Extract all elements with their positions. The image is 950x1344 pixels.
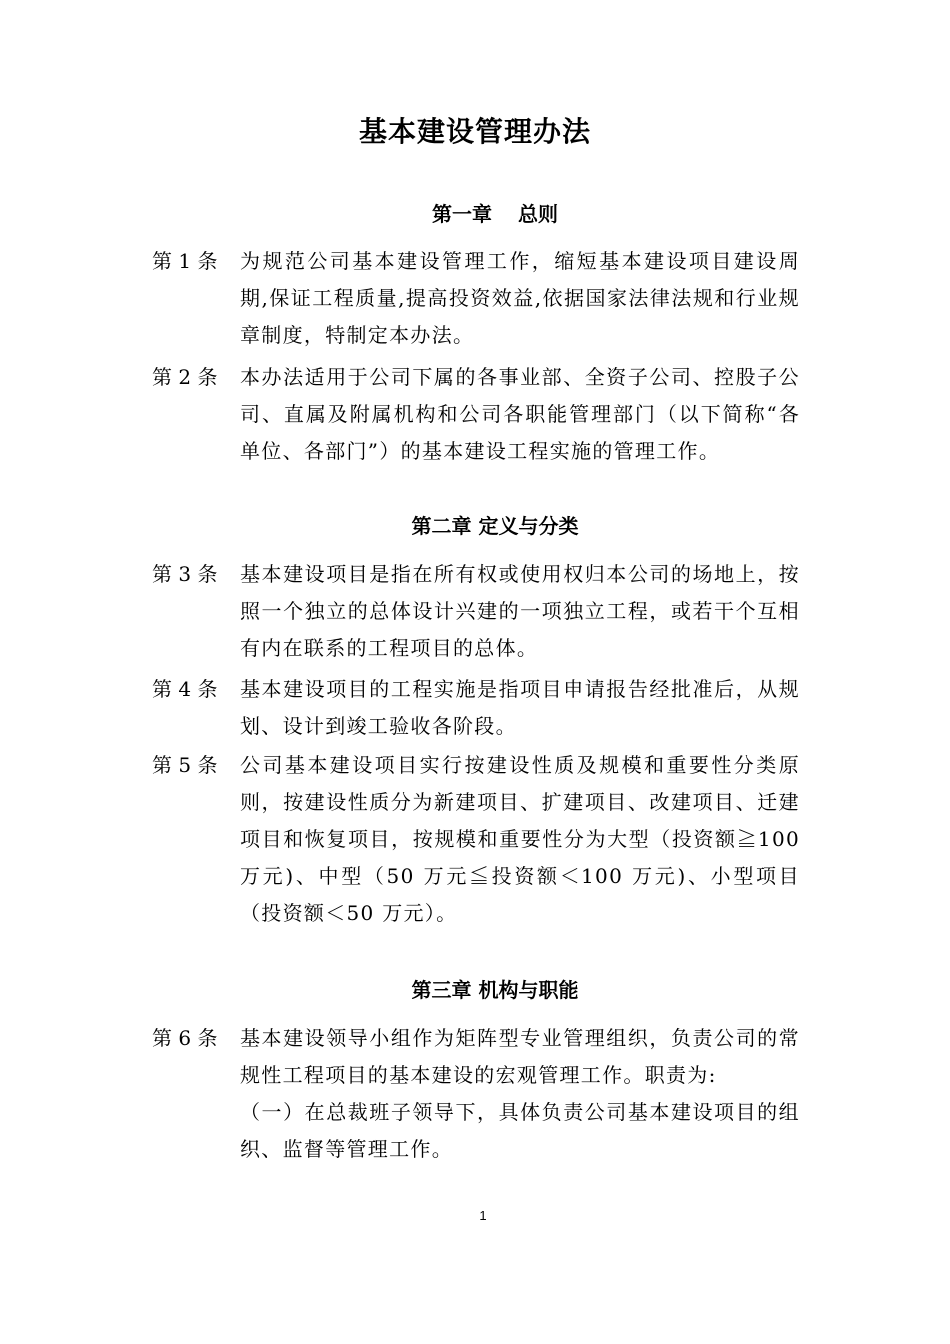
article-2 xyxy=(152,359,812,470)
article-6 xyxy=(152,1020,812,1168)
document-title: 基本建设管理办法 xyxy=(358,115,591,148)
article-4 xyxy=(152,671,812,745)
article-number: 第 1 条 xyxy=(152,249,218,273)
article-5 xyxy=(152,747,812,932)
article-paragraph: 基本建设项目的工程实施是指项目申请报告经批准后，从规划、设计到竣工验收各阶段。 xyxy=(240,677,800,738)
article-number: 第 3 条 xyxy=(152,562,218,586)
article-paragraph: 本办法适用于公司下属的各事业部、全资子公司、控股子公司、直属及附属机构和公司各职能管理部门（以下简称“各单位、各部门”）的基本建设工程实施的管理工作。 xyxy=(240,365,800,463)
article-body xyxy=(240,556,800,667)
article-body xyxy=(240,747,800,932)
article-body xyxy=(240,1020,800,1168)
article-paragraph: 基本建设项目是指在所有权或使用权归本公司的场地上，按照一个独立的总体设计兴建的一项独立工程，或若干个互相有内在联系的工程项目的总体。 xyxy=(240,562,800,660)
article-number: 第 5 条 xyxy=(152,753,218,777)
chapter-heading-1 xyxy=(0,198,950,227)
article-body xyxy=(240,243,800,354)
article-body xyxy=(240,359,800,470)
article-paragraph: 为规范公司基本建设管理工作，缩短基本建设项目建设周期,保证工程质量,提高投资效益,依据国家法律法规和行业规章制度，特制定本办法。 xyxy=(240,249,800,347)
chapter-heading-2 xyxy=(0,510,950,539)
article-number: 第 4 条 xyxy=(152,677,218,701)
chapter-name: 总则 xyxy=(518,202,558,226)
article-1 xyxy=(152,243,812,354)
page-number: 1 xyxy=(479,1208,487,1223)
article-number: 第 6 条 xyxy=(152,1026,218,1050)
chapter-heading-3 xyxy=(0,974,950,1003)
article-paragraph: 基本建设领导小组作为矩阵型专业管理组织，负责公司的常规性工程项目的基本建设的宏观管理工作。职责为: xyxy=(240,1026,800,1087)
chapter-label: 第一章 xyxy=(432,202,492,226)
article-paragraph: （一）在总裁班子领导下，具体负责公司基本建设项目的组织、监督等管理工作。 xyxy=(240,1100,800,1161)
chapter-name: 定义与分类 xyxy=(478,514,579,538)
chapter-label: 第三章 xyxy=(411,978,472,1002)
article-paragraph: 公司基本建设项目实行按建设性质及规模和重要性分类原则，按建设性质分为新建项目、扩建项目、改建项目、迁建项目和恢复项目，按规模和重要性分为大型（投资额≧100 万元)、中型（50 万元≦投资额＜100 万元)、小型项目（投资额＜50 万元）。 xyxy=(240,753,800,925)
chapter-label: 第二章 xyxy=(411,514,472,538)
article-3 xyxy=(152,556,812,667)
article-number: 第 2 条 xyxy=(152,365,218,389)
article-body xyxy=(240,671,800,745)
chapter-name: 机构与职能 xyxy=(478,978,579,1002)
